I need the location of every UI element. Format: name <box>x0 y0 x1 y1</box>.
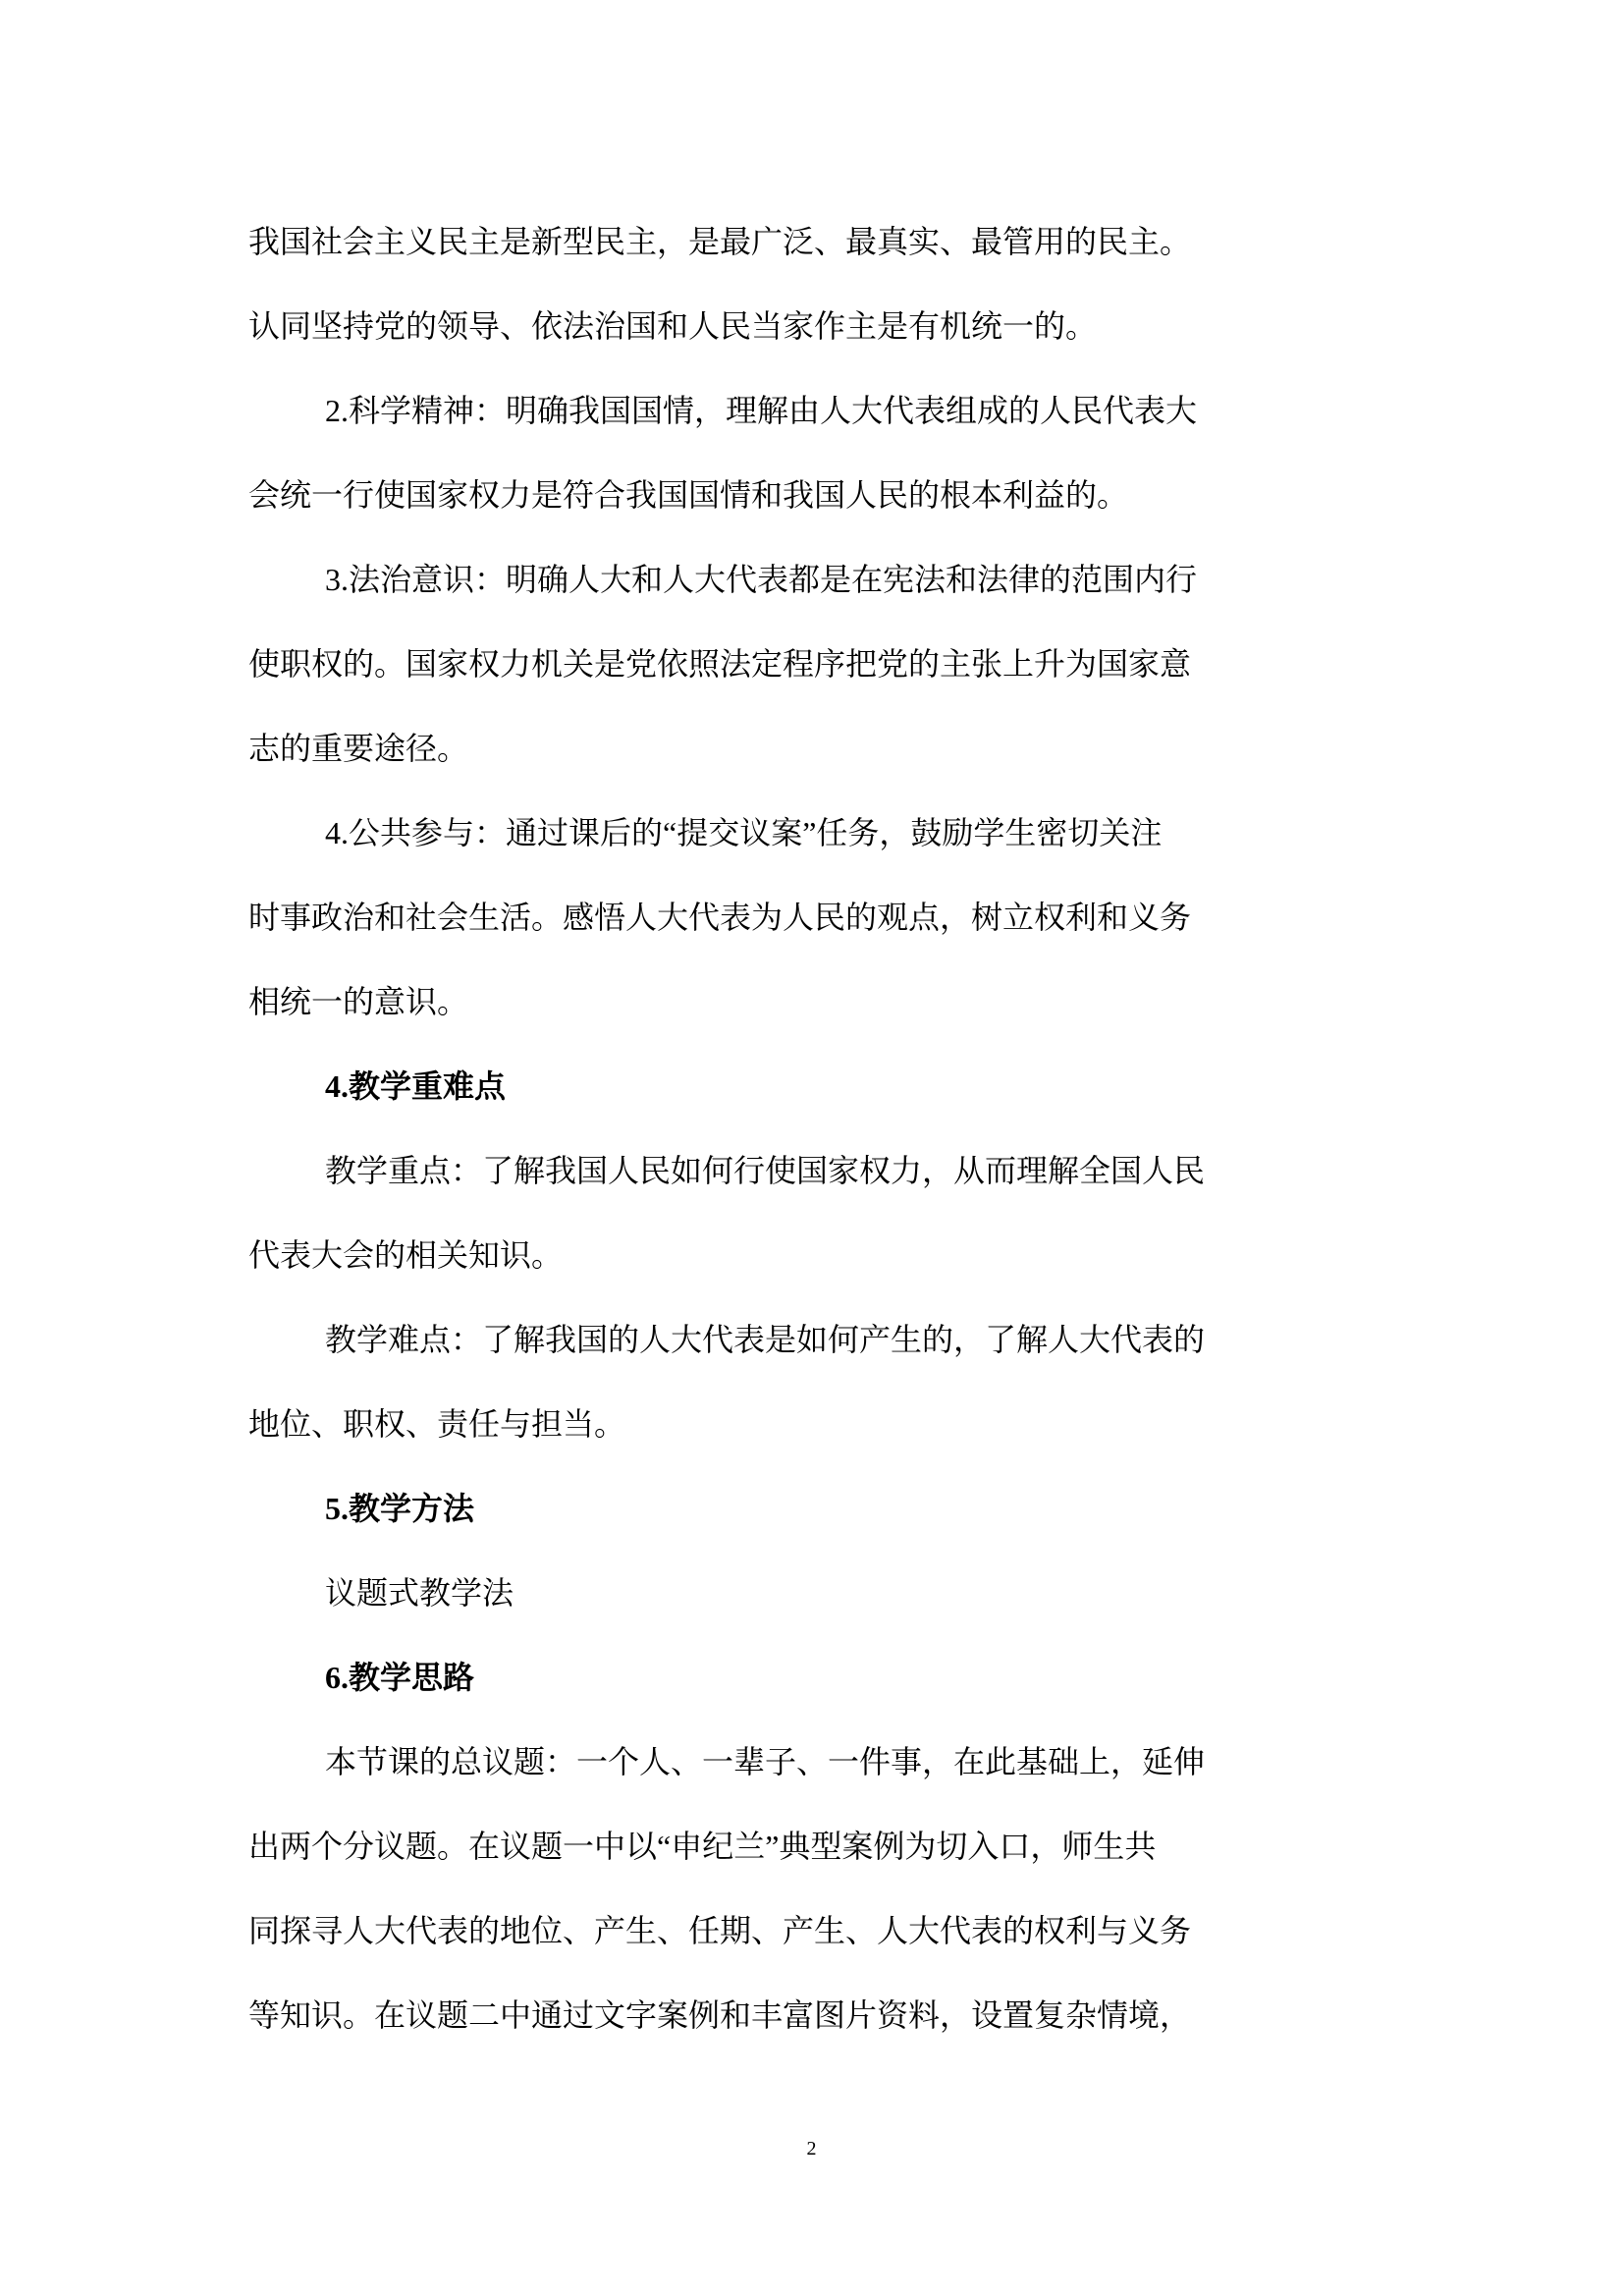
text-line: 使职权的。国家权力机关是党依照法定程序把党的主张上升为国家意 <box>248 646 1192 682</box>
text-line: 教学难点：了解我国的人大代表是如何产生的，了解人大代表的 <box>325 1322 1206 1357</box>
text-line: 议题式教学法 <box>325 1575 514 1611</box>
section-heading: 4.教学重难点 <box>325 1068 507 1104</box>
text-line: 教学重点：了解我国人民如何行使国家权力，从而理解全国人民 <box>325 1153 1206 1188</box>
text-line: 3.法治意识：明确人大和人大代表都是在宪法和法律的范围内行 <box>325 562 1198 597</box>
text-line: 会统一行使国家权力是符合我国国情和我国人民的根本利益的。 <box>248 477 1129 513</box>
text-line: 志的重要途径。 <box>248 731 469 766</box>
text-line: 认同坚持党的领导、依法治国和人民当家作主是有机统一的。 <box>248 308 1098 344</box>
text-line: 代表大会的相关知识。 <box>248 1237 564 1273</box>
text-line: 本节课的总议题：一个人、一辈子、一件事，在此基础上，延伸 <box>325 1744 1206 1779</box>
text-line: 时事政治和社会生活。感悟人大代表为人民的观点，树立权利和义务 <box>248 900 1192 935</box>
text-line: 出两个分议题。在议题一中以“申纪兰”典型案例为切入口，师生共 <box>248 1829 1157 1864</box>
text-line: 4.公共参与：通过课后的“提交议案”任务，鼓励学生密切关注 <box>325 815 1163 850</box>
section-heading: 5.教学方法 <box>325 1491 475 1526</box>
text-line: 相统一的意识。 <box>248 984 469 1019</box>
text-line: 同探寻人大代表的地位、产生、任期、产生、人大代表的权利与义务 <box>248 1913 1192 1948</box>
section-heading: 6.教学思路 <box>325 1660 475 1695</box>
text-line: 2.科学精神：明确我国国情，理解由人大代表组成的人民代表大 <box>325 393 1198 428</box>
text-line: 我国社会主义民主是新型民主，是最广泛、最真实、最管用的民主。 <box>248 224 1192 259</box>
text-line: 等知识。在议题二中通过文字案例和丰富图片资料，设置复杂情境， <box>248 1997 1192 2033</box>
text-line: 地位、职权、责任与担当。 <box>248 1406 626 1442</box>
page-number: 2 <box>806 2138 817 2159</box>
